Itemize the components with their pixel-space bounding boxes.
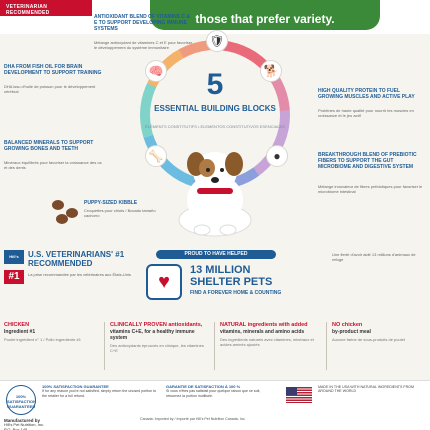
block-note-prebiotic: Mélange innovateur de fibres prébiotiques pour favoriser le microbiome intestinal [318,184,423,194]
shelter-section [140,250,290,310]
feature-heading: NO chicken [332,322,363,328]
feature-no-byproduct [332,322,426,374]
feature-note: Aucune farine de sous-produits de poulet [332,337,405,342]
block-note-dha: DHA issu d'huile de poisson pour le développement cérébral [4,84,96,94]
vet-title: U.S. VETERINARIANS' #1 RECOMMENDED [28,250,125,268]
block-text-dha: DHA FROM FISH OIL FOR BRAIN DEVELOPMENT TO SUPPORT TRAINING [4,64,102,76]
feature-body: vitamins, minerals and amino acids [220,329,305,335]
mfg-title: Manufactured by [4,418,41,423]
brain-icon: 🧠 [145,60,167,82]
feature-note: Des antioxydants éprouvés en clinique, les vitamines C+E [110,343,204,353]
usa-flag-icon [286,387,312,403]
feature-body: by-product meal [332,329,371,335]
vet-recommended-section [4,246,134,312]
divider [104,322,105,370]
kibble-note: Croquettes pour chiots / Bocado tamaño cachorro [84,208,156,218]
sat2-text: Si vous n'êtes pas satisfait pour quelque raison que ce soit, retournez la portion inutilisée. [166,389,261,398]
variety-text: those that prefer variety. [195,12,335,26]
divider [326,322,327,370]
block-note-antioxidant: Mélange antioxydant de vitamines C et E pour favoriser le développement du système immunitaire [94,40,193,50]
kibble-title: PUPPY-SIZED KIBBLE [84,200,138,206]
feature-note: Des ingrédients naturels avec vitamines, minéraux et acides aminés ajoutés [220,337,314,347]
satisfaction-badge: 100% SATISFACTION GUARANTEED [6,385,36,415]
sat-text: If for any reason you're not satisfied, simply return the unused portion to the retailer for a full refund. [42,389,157,398]
vet-note: La prise recommandée par les vétérinaires aux États-Unis [28,272,131,277]
satisfaction-guarantee-fr [166,385,276,398]
feature-note: Poulet ingrédient n° 1 / Pollo ingrediente #1 [4,337,81,342]
feature-body: vitamins C+E, for a healthy immune system [110,329,195,341]
shelter-find: FIND A FOREVER HOME & COUNTING [190,290,282,296]
heart-home-icon: ♥ [146,264,182,300]
mfg-line: P.O. Box 148 [4,426,28,430]
number-one-badge: #1 [4,270,24,284]
feature-body: Ingredient #1 [4,329,36,335]
shelter-side-note: Une fierté d'avoir aidé 13 millions d'animaux de refuge [332,252,416,262]
sat2-title: GARANTIE DE SATISFACTION À 100 % [166,384,241,389]
vet-recommended-banner: VETERINARIAN RECOMMENDED [0,0,92,16]
feature-heading: CLINICALLY PROVEN antioxidants, [110,322,203,328]
mfg-line: Hill's Pet Nutrition, Inc. [4,422,45,428]
bottom-strip [0,380,430,430]
satisfaction-guarantee [42,385,162,398]
block-text-protein: HIGH QUALITY PROTEIN TO FUEL GROWING MUSCLES AND ACTIVE PLAY [318,88,415,100]
manufacturer [4,419,44,430]
puppy-image [162,138,268,238]
kibble-piece [52,200,64,210]
bone-icon: 🦴 [145,145,167,167]
kibble-piece [56,214,68,224]
block-note-protein: Protéines de haute qualité pour nourrir les muscles en croissance et le jeu actif [318,108,414,118]
dog-running-icon: 🐕 [260,60,282,82]
feature-natural [220,322,320,374]
feature-antioxidants [110,322,210,374]
block-note-minerals: Minéraux équilibrés pour favoriser la croissance des os et des dents [4,160,102,170]
feature-heading: CHICKEN [4,322,30,328]
sat-title: 100% SATISFACTION GUARANTEE [42,384,109,389]
block-text-prebiotic: BREAKTHROUGH BLEND OF PREBIOTIC FIBERS TO SUPPORT THE GUT MICROBIOME AND DIGESTIVE SYSTEM [318,152,417,170]
shelter-count: 13 MILLION SHELTER PETS [190,264,273,288]
feature-chicken [4,322,100,374]
vitamin-icon: 🛡 [206,30,228,52]
shelter-pill: PROUD TO HAVE HELPED [156,250,276,259]
divider [214,322,215,370]
hills-logo: Hill's [4,250,24,264]
block-text-antioxidant: ANTIOXIDANT BLEND OF VITAMINS C & E TO SUPPORT DEVELOPING IMMUNE SYSTEMS [94,14,191,32]
block-text-minerals: BALANCED MINERALS TO SUPPORT GROWING BONES AND TEETH [4,140,94,152]
wheel-subtitle: ÉLÉMENTS CONSTITUTIFS • ELEMENTOS CONSTITUTIVOS ESENCIALES [145,124,285,129]
top-band [0,0,430,34]
kibble-piece [66,208,78,218]
gut-icon: ● [266,145,288,167]
five-number: 5 [206,68,224,101]
feature-heading: NATURAL ingredients with added [220,322,308,328]
wheel-title: ESSENTIAL BUILDING BLOCKS [154,104,276,113]
features-row [0,318,430,378]
made-in-usa: MADE IN THE USA WITH NATURAL INGREDIENTS FROM AROUND THE WORLD [318,385,414,394]
canada-import: Canada: Imported by / Importé par Hill's Pet Nutrition Canada, Inc. [140,417,246,421]
